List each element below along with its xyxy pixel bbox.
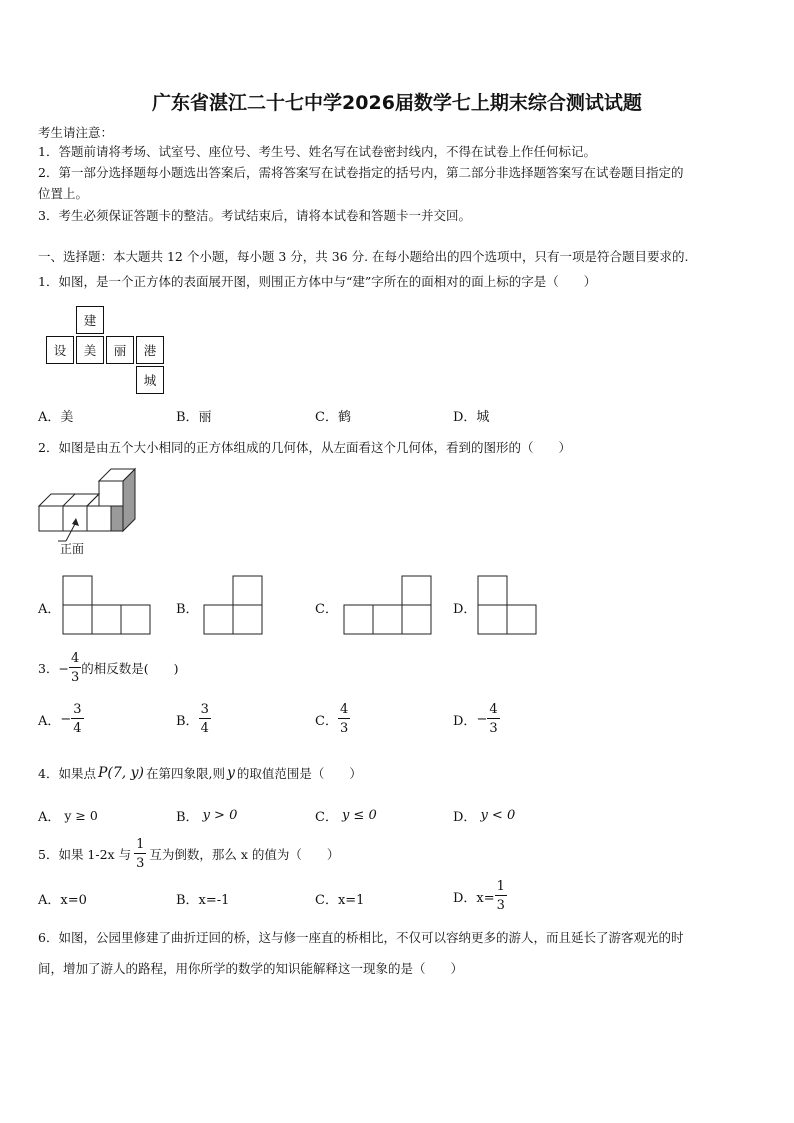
section-heading: 一、选择题：本大题共 12 个小题，每小题 3 分，共 36 分. 在每小题给出的四个选项中，只有一项是符合题目要求的. <box>38 249 689 264</box>
q3-option-d-den: 3 <box>489 721 498 736</box>
q5-fraction-den: 3 <box>136 856 145 871</box>
q4-stem <box>38 764 362 782</box>
q4-option-d-label: D． <box>453 810 477 825</box>
q4-option-c-expr: y ≤ 0 <box>341 808 377 823</box>
q2-option-c-label: C． <box>315 602 338 617</box>
notice-item-2-cont: 位置上。 <box>38 186 89 201</box>
q3-option-d-label: D． <box>453 713 477 729</box>
q3-stem <box>38 652 178 684</box>
q2-option-c-figure <box>343 575 435 635</box>
cube-solid-figure <box>36 466 140 558</box>
front-view-label: 正面 <box>60 542 85 556</box>
q1-stem: 1．如图，是一个正方体的表面展开图，则围正方体中与“建”字所在的面相对的面上标的字是（ ） <box>38 274 597 289</box>
net-cell-top: 建 <box>76 306 104 334</box>
q3-fraction-sign: − <box>58 660 69 676</box>
q3-option-c-label: C． <box>315 713 338 729</box>
q5-option-c: C．x=1 <box>315 893 365 908</box>
q3-option-a <box>38 703 84 735</box>
cube-net-figure <box>46 306 166 394</box>
q4-variable: y <box>227 765 235 781</box>
notice-item-2: 2．第一部分选择题每小题选出答案后，需将答案写在试卷指定的括号内，第二部分非选择题答案写在试卷题目指定的 <box>38 165 684 180</box>
q4-stem-mid: 在第四象限,则 <box>146 766 225 781</box>
q2-stem: 2．如图是由五个大小相同的正方体组成的几何体，从左面看这个几何体，看到的图形的（ ） <box>38 440 571 455</box>
q3-option-c-den: 3 <box>339 721 349 736</box>
q6-stem-line2: 间，增加了游人的路程，用你所学的数学的知识能解释这一现象的是（ ） <box>38 961 464 976</box>
q3-option-a-sign: − <box>60 711 72 727</box>
q3-fraction-num: 4 <box>70 651 80 666</box>
q4-point: P(7, y) <box>97 765 145 781</box>
q3-option-c-num: 4 <box>339 702 349 717</box>
q3-option-d-sign: − <box>476 711 488 727</box>
q3-option-c <box>315 703 350 735</box>
q3-fraction <box>69 652 81 684</box>
q6-stem-line1: 6．如图，公园里修建了曲折迂回的桥，这与修一座直的桥相比，不仅可以容纳更多的游人，而且延长了游客观光的时 <box>38 930 684 945</box>
q5-option-a: A．x=0 <box>38 893 87 908</box>
net-cell-bottom: 城 <box>136 366 164 394</box>
q3-option-b-num: 3 <box>200 702 209 717</box>
q3-option-d <box>453 703 500 735</box>
q3-option-a-num: 3 <box>73 702 82 717</box>
q5-stem <box>38 838 339 870</box>
q3-option-c-fraction <box>338 703 350 735</box>
q5-stem-head: 5．如果 1-2x 与 <box>38 847 132 862</box>
q2-option-b-figure <box>203 575 267 635</box>
q4-stem-tail: 的取值范围是（ ） <box>236 766 362 781</box>
q4-stem-head: 4．如果点 <box>38 766 96 781</box>
q5-stem-tail: 互为倒数，那么 x 的值为（ ） <box>149 847 340 862</box>
net-cell-4: 港 <box>136 336 164 364</box>
net-cell-2: 美 <box>76 336 104 364</box>
net-cell-1: 设 <box>46 336 74 364</box>
q3-fraction-den: 3 <box>70 670 80 685</box>
q3-option-b-label: B． <box>176 713 199 729</box>
q3-option-b <box>176 703 211 735</box>
q3-option-a-label: A． <box>38 713 61 729</box>
q2-option-a-label: A． <box>38 602 61 617</box>
q4-option-d-expr: y < 0 <box>480 808 516 823</box>
q4-option-c <box>315 806 377 825</box>
q4-option-a-expr: y ≥ 0 <box>64 808 98 823</box>
notice-item-3: 3．考生必须保证答题卡的整洁。考试结束后，请将本试卷和答题卡一并交回。 <box>38 208 471 223</box>
q5-fraction <box>134 838 146 870</box>
q2-option-b-label: B． <box>176 602 199 617</box>
q4-option-b-label: B． <box>176 810 199 825</box>
q4-option-b-expr: y > 0 <box>202 808 238 823</box>
q4-option-d <box>453 806 515 825</box>
q4-option-a <box>38 806 98 825</box>
q1-option-c: C．鹤 <box>315 410 351 425</box>
net-cell-3: 丽 <box>106 336 134 364</box>
q5-option-d-label: D．x= <box>453 890 495 906</box>
q3-option-b-fraction <box>199 703 211 735</box>
q1-option-a: A．美 <box>38 410 74 425</box>
notice-heading: 考生请注意： <box>38 125 114 140</box>
q2-option-d-label: D． <box>453 602 477 617</box>
q3-option-a-den: 4 <box>73 721 82 736</box>
q4-option-b <box>176 806 237 825</box>
notice-item-1: 1．答题前请将考场、试室号、座位号、考生号、姓名写在试卷密封线内，不得在试卷上作任何标记。 <box>38 144 596 159</box>
q5-option-d-num: 1 <box>496 879 505 894</box>
q5-option-d <box>453 880 507 912</box>
q1-option-b: B．丽 <box>176 410 212 425</box>
q3-option-d-num: 4 <box>489 702 498 717</box>
q2-option-a-figure <box>62 575 154 635</box>
q3-option-d-fraction <box>487 703 499 735</box>
q5-fraction-num: 1 <box>136 837 145 852</box>
q5-option-d-den: 3 <box>496 898 505 913</box>
q3-number: 3． <box>38 661 59 676</box>
page-title: 广东省湛江二十七中学2026届数学七上期末综合测试试题 <box>152 92 642 114</box>
q3-option-b-den: 4 <box>200 721 209 736</box>
q5-option-b: B．x=-1 <box>176 893 230 908</box>
q4-option-a-label: A． <box>38 810 61 825</box>
q3-stem-tail: 的相反数是( ) <box>81 661 179 676</box>
q3-option-a-fraction <box>71 703 83 735</box>
q1-option-d: D．城 <box>453 410 490 425</box>
q4-option-c-label: C． <box>315 810 338 825</box>
q2-option-d-figure <box>477 575 541 635</box>
q5-option-d-fraction <box>495 880 507 912</box>
